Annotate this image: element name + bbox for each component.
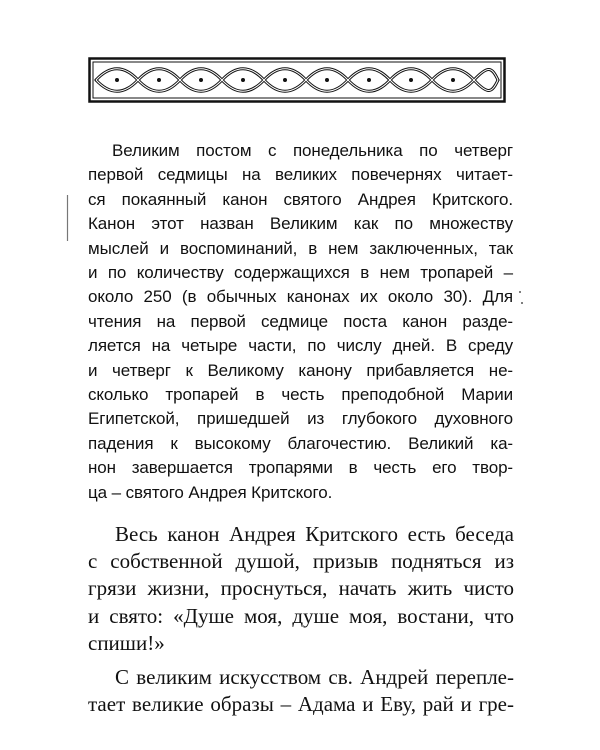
text-line: и четверг к Великому канону прибавляется не- xyxy=(88,360,513,380)
text-line: ся покаянный канон святого Андрея Критского. xyxy=(88,189,513,209)
text-line: Египетской, пришедшей из глубокого духовного xyxy=(88,409,513,429)
text-line: грязи жизни, проснуться, начать жить чисто xyxy=(88,576,514,601)
text-line: падения к высокому благочестию. Великий ка- xyxy=(88,433,513,453)
text-line: спиши!» xyxy=(88,630,165,655)
paragraph-great-canon-intro xyxy=(88,139,513,505)
paragraph-canon-conversation xyxy=(88,521,514,718)
ornament-border xyxy=(88,57,506,103)
text-line: С великим искусством св. Андрей перепле- xyxy=(115,665,514,690)
text-line: чтения на первой седмице поста канон разде- xyxy=(88,311,513,331)
text-line: около 250 (в обычных канонах их около 30). Для xyxy=(88,287,513,307)
print-speck xyxy=(521,302,523,304)
paragraph-gap xyxy=(88,657,514,664)
text-line: первой седмицы на великих повечернях читает- xyxy=(88,165,513,185)
text-line: ляется на четыре части, по числу дней. В среду xyxy=(88,336,513,356)
margin-mark xyxy=(66,195,69,241)
print-speck xyxy=(519,291,521,293)
text-line: сколько тропарей в честь преподобной Марии xyxy=(88,385,513,405)
text-line: Весь канон Андрея Критского есть беседа xyxy=(115,522,514,546)
text-line: мыслей и воспоминаний, в нем заключенных, так xyxy=(88,238,513,258)
text-line: Великим постом с понедельника по четверг xyxy=(112,141,513,160)
text-line: и свято: «Душе моя, душе моя, востани, что xyxy=(88,603,514,628)
text-line: и по количеству содержащихся в нем тропарей – xyxy=(88,263,513,283)
text-line: ца – святого Андрея Критского. xyxy=(88,482,333,502)
text-line: с собственной душой, призыв подняться из xyxy=(88,549,514,574)
text-line: Канон этот назван Великим как по множеству xyxy=(88,214,513,234)
text-line: нон завершается тропарями в честь его твор- xyxy=(88,458,513,478)
text-line: тает великие образы – Адама и Еву, рай и гре- xyxy=(88,692,514,717)
